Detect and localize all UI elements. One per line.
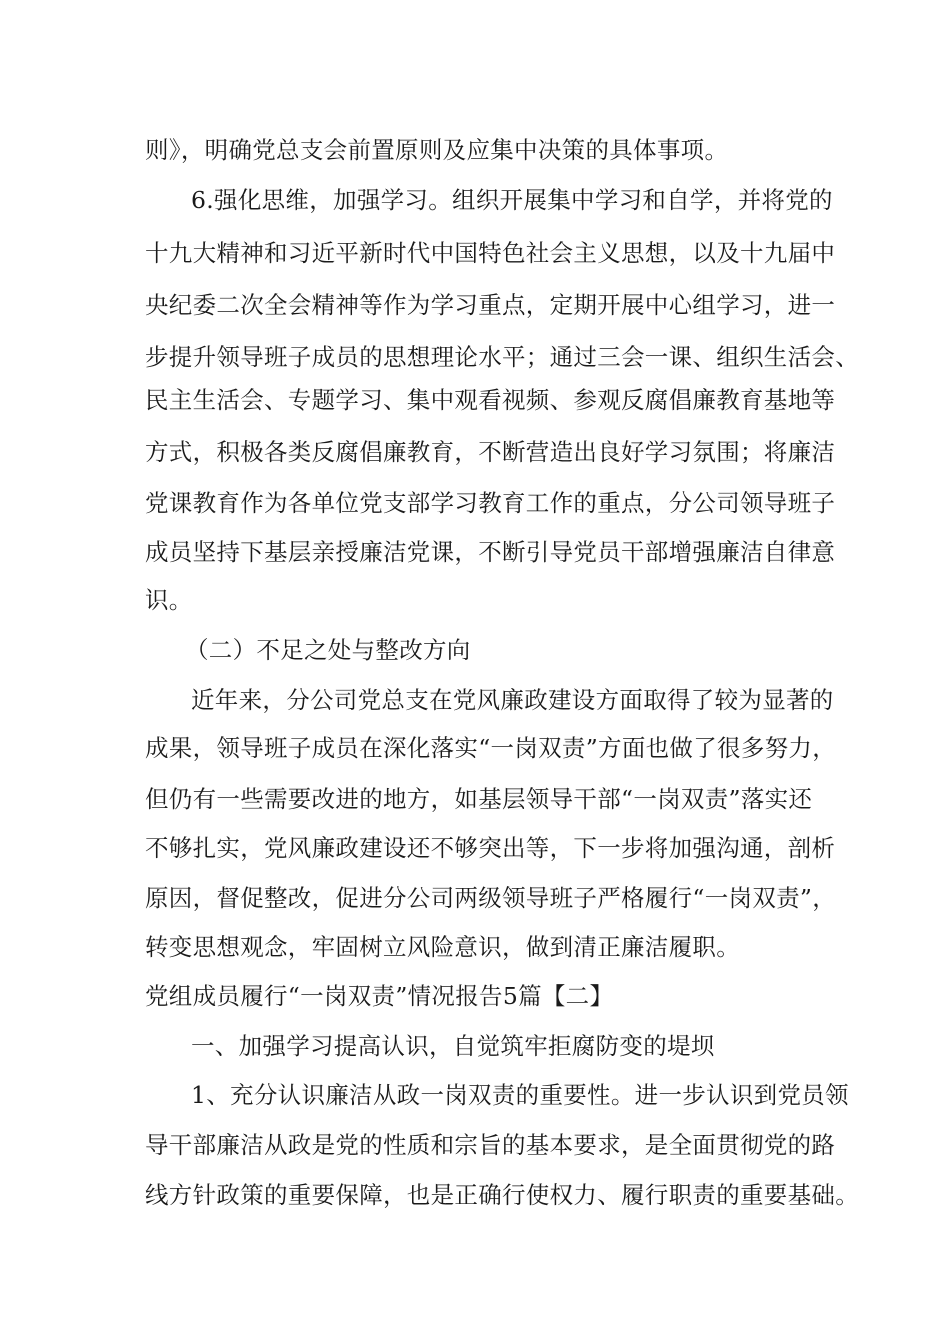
text-line: 央纪委二次全会精神等作为学习重点，定期开展中心组学习，进一 bbox=[145, 291, 836, 319]
paragraph-start-line: 1、充分认识廉洁从政一岗双责的重要性。进一步认识到党员领 bbox=[191, 1081, 849, 1109]
text-line: 成员坚持下基层亲授廉洁党课，不断引导党员干部增强廉洁自律意 bbox=[145, 538, 836, 566]
report-title: 党组成员履行“一岗双责”情况报告5篇【二】 bbox=[145, 982, 614, 1010]
paragraph-start-line: 6.强化思维，加强学习。组织开展集中学习和自学，并将党的 bbox=[191, 186, 833, 214]
text-line: 原因，督促整改，促进分公司两级领导班子严格履行“一岗双责”， bbox=[145, 884, 837, 912]
text-line: 线方针政策的重要保障，也是正确行使权力、履行职责的重要基础。 bbox=[145, 1181, 859, 1209]
text-line: 方式，积极各类反腐倡廉教育，不断营造出良好学习氛围；将廉洁 bbox=[145, 438, 836, 466]
section-heading: 一、加强学习提高认识，自觉筑牢拒腐防变的堤坝 bbox=[191, 1032, 715, 1060]
text-line: 成果，领导班子成员在深化落实“一岗双责”方面也做了很多努力， bbox=[145, 734, 837, 762]
text-line: 但仍有一些需要改进的地方，如基层领导干部“一岗双责”落实还 bbox=[145, 785, 813, 813]
section-heading: （二）不足之处与整改方向 bbox=[185, 636, 471, 664]
text-line: 转变思想观念，牢固树立风险意识，做到清正廉洁履职。 bbox=[145, 933, 740, 961]
text-line: 党课教育作为各单位党支部学习教育工作的重点，分公司领导班子 bbox=[145, 489, 836, 517]
text-line: 不够扎实，党风廉政建设还不够突出等，下一步将加强沟通，剖析 bbox=[145, 834, 836, 862]
paragraph-start-line: 近年来，分公司党总支在党风廉政建设方面取得了较为显著的 bbox=[191, 686, 834, 714]
text-line: 民主生活会、专题学习、集中观看视频、参观反腐倡廉教育基地等 bbox=[145, 386, 836, 414]
text-line: 导干部廉洁从政是党的性质和宗旨的基本要求，是全面贯彻党的路 bbox=[145, 1131, 836, 1159]
text-line: 识。 bbox=[145, 586, 193, 614]
text-line: 则》，明确党总支会前置原则及应集中决策的具体事项。 bbox=[145, 136, 729, 164]
text-line: 步提升领导班子成员的思想理论水平；通过三会一课、组织生活会、 bbox=[145, 343, 859, 371]
text-line: 十九大精神和习近平新时代中国特色社会主义思想，以及十九届中 bbox=[145, 239, 836, 267]
